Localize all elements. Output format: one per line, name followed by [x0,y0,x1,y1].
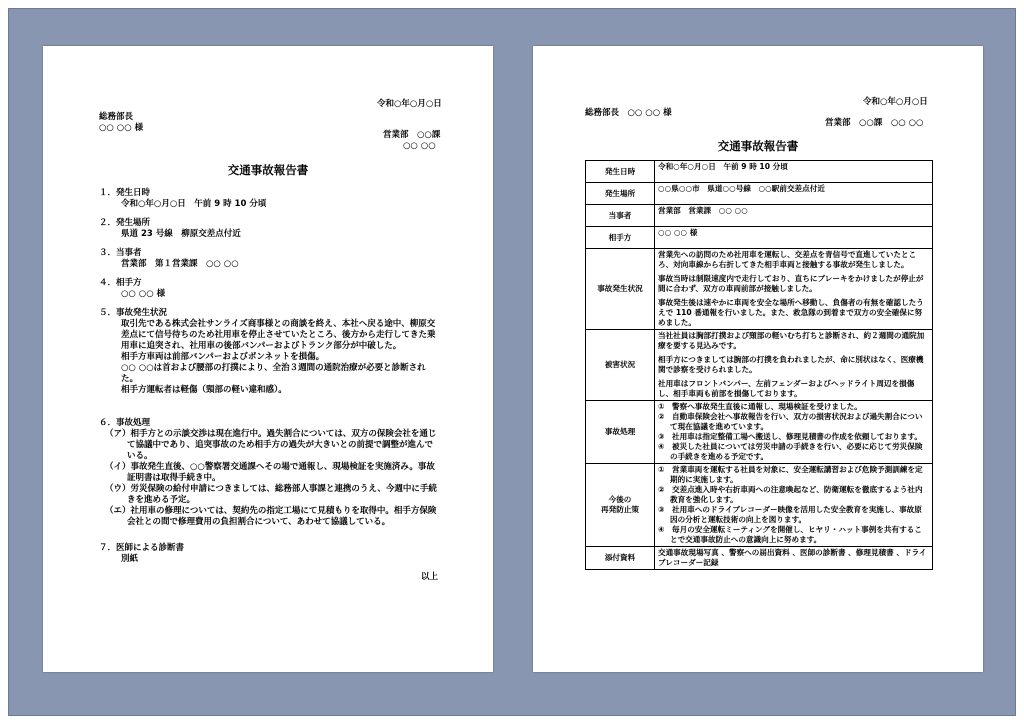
row-text: 事故発生後は速やかに車両を安全な場所へ移動し、負傷者の有無を確認したうえで 110 番通報を行いました。また、救急隊の到着まで双方の安全確保に努めました。 [658,298,924,327]
section-body: 県道 23 号線 柳原交差点付近 [121,229,241,239]
table-row [586,401,933,464]
section-body: 営業部 第１営業課 ○○ ○○ [121,259,239,269]
row-text: 相手方につきましては腕部の打撲を負われましたが、命に別状はなく、医療機関で診察を受けられました。 [658,355,924,374]
list-item: ② 自動車保険会社へ事故報告を行い、双方の損害状況および過失割合について現在協議を進めています。 [658,412,923,431]
table-row [586,183,933,205]
report-date: 令和○年○月○日 [377,99,442,109]
row-value [655,330,933,401]
list-item: ③ 社用車へのドライブレコーダー映像を活用した安全教育を実施し、事故原因の分析と運転技術の向上を図ります。 [658,505,922,524]
section-place [99,218,241,240]
row-label: 発生日時 [586,161,655,183]
row-text: ○○ ○○ 様 [658,228,698,237]
report-table [585,160,933,570]
row-text: 令和○年○月○日 午前 9 時 10 分頃 [658,162,788,171]
section-heading: ２．発生場所 [99,218,151,228]
list-item: ③ 社用車は指定整備工場へ搬送し、修理見積書の作成を依頼しております。 [658,432,923,441]
row-label: 当事者 [586,205,655,227]
sender-name: ○○ ○○ [403,141,436,151]
list-item: ④ 毎月の安全運転ミーティングを開催し、ヒヤリ・ハット事例を共有することで交通事故防止への意識向上に努めます。 [658,525,922,544]
row-label: 事故処理 [586,401,655,464]
list-item: ① 営業車両を運転する社員を対象に、安全運転講習および危険予測訓練を定期的に実施します。 [658,465,923,484]
document-page-left [43,46,493,672]
section-counterparty [99,278,165,300]
report-date: 令和○年○月○日 [863,97,928,107]
handling-item-c: （ウ）労災保険の給付申請につきましては、総務部人事課と連携のうえ、今週中に手続きを進める予定。 [105,484,437,505]
section-handling [99,418,439,528]
row-text: 交通事故現場写真 、警察への届出資料 、医師の診断書 、修理見積書 、ドライブレコーダー記録 [658,548,927,567]
row-value [655,249,933,330]
row-label: 発生場所 [586,183,655,205]
table-row [586,205,933,227]
row-text: 当社社員は胸部打撲および頸部の軽いむち打ちと診断され、約２週間の通院加療を要する見込みです。 [658,331,925,350]
section-circumstances [99,308,439,396]
list-item: ④ 被災した社員については労災申請の手続きを行い、必要に応じて労災保険の手続きを進める予定です。 [658,442,923,461]
row-label: 相手方 [586,227,655,249]
row-label: 被害状況 [586,330,655,401]
row-value [655,205,933,227]
row-text: 社用車はフロントバンパー、左前フェンダーおよびヘッドライト周辺を損傷し、相手車両も前部を損傷しております。 [658,379,915,398]
row-value [655,464,933,547]
handling-item-b: （イ）事故発生直後、○○警察署交通課へその場で通報し、現場検証を実施済み。事故証明書は取得手続き中。 [105,462,435,483]
row-text: 事故当時は制限速度内で走行しており、直ちにブレーキをかけましたが停止が間に合わず、双方の車両前部が接触しました。 [658,274,924,293]
row-label: 今後の 再発防止策 [586,464,655,547]
section-heading: ５．事故発生状況 [99,308,168,318]
section-heading: ７．医師による診断書 [99,543,185,553]
handling-item-d: （エ）社用車の修理については、契約先の指定工場にて見積もりを取得中。相手方保険会社との間で修理費用の負担割合について、あわせて協議している。 [105,506,437,527]
row-value [655,401,933,464]
list-item: ① 警察へ事故発生直後に通報し、現場検証を受けました。 [658,402,862,411]
section-heading: ４．相手方 [99,278,142,288]
row-label: 事故発生状況 [586,249,655,330]
document-page-right [533,46,983,672]
row-value [655,161,933,183]
table-row [586,547,933,570]
section-heading: ３．当事者 [99,248,142,258]
report-title: 交通事故報告書 [227,163,309,177]
section-body: 令和○年○月○日 午前 9 時 10 分頃 [121,199,267,209]
recipient-title: 総務部長 [99,112,134,122]
row-value [655,183,933,205]
section-body: ○○ ○○ 様 [121,289,166,299]
table-row [586,161,933,183]
section-heading: ６．事故処理 [99,418,151,428]
table-row [586,330,933,401]
row-label: 添付資料 [586,547,655,570]
sender-line: 営業部 ○○課 ○○ ○○ [825,118,924,128]
recipient-name: ○○ ○○ 様 [99,123,144,133]
table-row [586,249,933,330]
closing-word: 以上 [421,572,439,582]
table-row [586,227,933,249]
list-item: ② 交差点進入時や右折車両への注意喚起など、防衛運転を徹底するよう社内教育を強化します。 [658,485,923,504]
section-diagnosis [99,543,184,565]
report-title: 交通事故報告書 [717,139,799,153]
row-text: 営業先への訪問のため社用車を運転し、交差点を青信号で直進していたところ、対向車線から右折してきた相手車両と接触する事故が発生しました。 [658,250,917,269]
sender-department: 営業部 ○○課 [383,130,441,140]
section-body: 別紙 [121,554,139,564]
table-row [586,464,933,547]
section-body: 取引先である株式会社サンライズ商事様との商談を終え、本社へ戻る途中、柳原交差点にて信号待ちのため社用車を停止させていたところ、後方から走行してきた乗用車に追突され、社用車の後部バンパーおよびトランク部分が中破した。 相手方車両は前部バンパーおよびボンネットを損傷。 ○○ ○○は首および腰部の打撲により、全治３週間の通院治療が必要と診断された。 相手方運転者は軽傷（頸部の軽い違和感）。 [121,319,436,395]
row-value [655,547,933,570]
row-value [655,227,933,249]
section-party [99,248,239,270]
section-date [99,188,266,210]
handling-item-a: （ア）相手方との示談交渉は現在進行中。過失割合については、双方の保険会社を通じて協議中であり、追突事故のため相手方の過失が大きいとの前提で調整が進んでいる。 [105,429,437,461]
section-heading: １．発生日時 [99,188,151,198]
row-text: 営業部 営業課 ○○ ○○ [658,206,748,215]
recipient-line: 総務部長 ○○ ○○ 様 [585,108,672,118]
row-text: ○○県○○市 県道○○号線 ○○駅前交差点付近 [658,184,825,193]
